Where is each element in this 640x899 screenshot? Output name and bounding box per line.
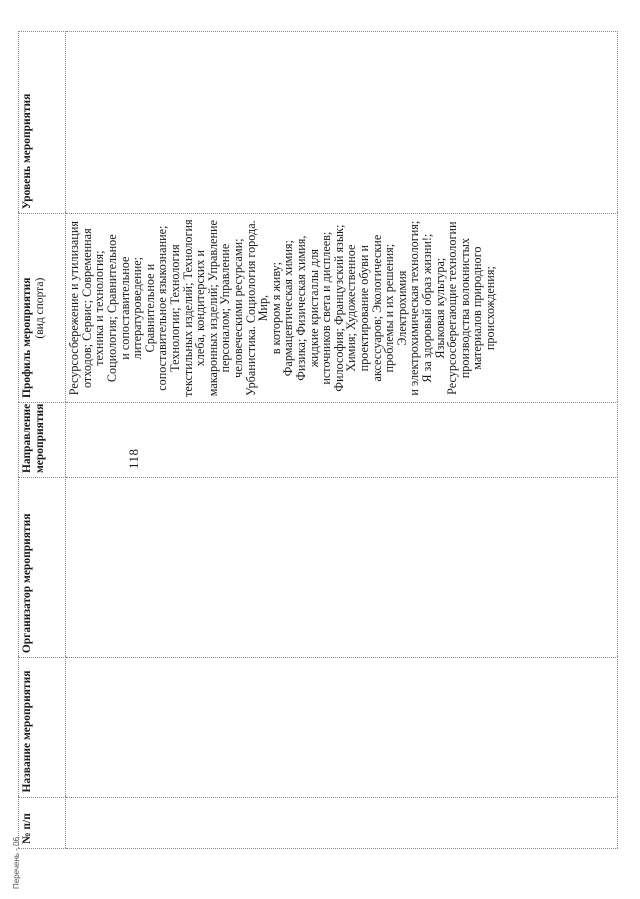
profile-line: Мир, xyxy=(256,294,271,322)
header-level: Уровень мероприятия xyxy=(19,32,66,214)
table-header-row xyxy=(19,32,66,849)
events-table xyxy=(18,31,618,849)
profile-line: техника и технология; xyxy=(92,250,107,366)
cell-profile xyxy=(66,214,618,403)
profile-line: материалов природного xyxy=(470,246,485,370)
profile-line: персоналом; Управление xyxy=(218,243,233,373)
profile-line: Ресурсосберегающие технологии xyxy=(445,221,460,395)
profile-line: хлеба, кондитерских и xyxy=(193,250,208,367)
header-profile-subtitle: (вид спорта) xyxy=(33,277,46,339)
header-profile-title: Профиль мероприятия xyxy=(21,277,33,398)
profile-line: и электрохимическая технология; xyxy=(407,220,422,396)
profile-line: Языковая культура; xyxy=(432,257,447,359)
cell-organizer xyxy=(66,478,618,658)
profile-line: и сопоставительное xyxy=(117,256,132,360)
profile-line: источников света и дисплеев; xyxy=(319,231,334,385)
cell-level xyxy=(66,32,618,214)
page-number: 118 xyxy=(126,448,141,469)
profile-line: Электрохимия xyxy=(394,270,409,346)
profile-line: Урбанистика. Социология города. xyxy=(243,220,258,396)
profile-line: проблемы и их решения; xyxy=(382,243,397,373)
header-organizer: Организатор мероприятия xyxy=(19,478,66,658)
header-event-name: Название мероприятия xyxy=(19,658,66,797)
profile-line: аксессуаров; Экологические xyxy=(369,234,384,382)
header-number: № п/п xyxy=(19,797,66,848)
profile-line: проектирование обуви и xyxy=(356,244,371,372)
profile-line: Философия; Французский язык; xyxy=(331,224,346,392)
cell-number xyxy=(66,797,618,848)
profile-line: текстильных изделий; Технология xyxy=(180,219,195,397)
profile-line: макаронных изделий; Управление xyxy=(205,220,220,397)
cell-event-name xyxy=(66,658,618,797)
profile-line: жидкие кристаллы для xyxy=(306,249,321,368)
profile-line: человеческими ресурсами; xyxy=(231,238,245,378)
header-direction: Направление мероприятия xyxy=(19,403,66,478)
profile-line: в котором я живу; xyxy=(268,262,283,355)
profile-line: Сравнительное и xyxy=(142,263,157,353)
profile-line: Ресурсосбережение и утилизация xyxy=(67,221,82,396)
footer-note: Перечень - 06 xyxy=(12,836,21,889)
profile-line: Социология; Сравнительное xyxy=(105,234,120,383)
profile-line: Технологии; Технология xyxy=(168,244,183,372)
profile-line: Физика; Физическая химия, xyxy=(293,235,308,381)
profile-line: производства волокнистых xyxy=(457,238,472,379)
profile-line: Фармацевтическая химия; xyxy=(281,240,296,377)
profile-line: сопоставительное языкознание; xyxy=(155,225,170,391)
profile-line: происхождения; xyxy=(482,266,497,351)
table-row xyxy=(66,32,618,849)
header-profile xyxy=(19,214,66,403)
profile-line: литературоведение; xyxy=(130,256,145,360)
profile-line: Химия; Художественное xyxy=(344,244,359,372)
cell-direction xyxy=(66,403,618,478)
profile-line: Я за здоровый образ жизни!; xyxy=(419,233,434,383)
profile-line: отходов; Сервис; Современная xyxy=(79,228,94,388)
